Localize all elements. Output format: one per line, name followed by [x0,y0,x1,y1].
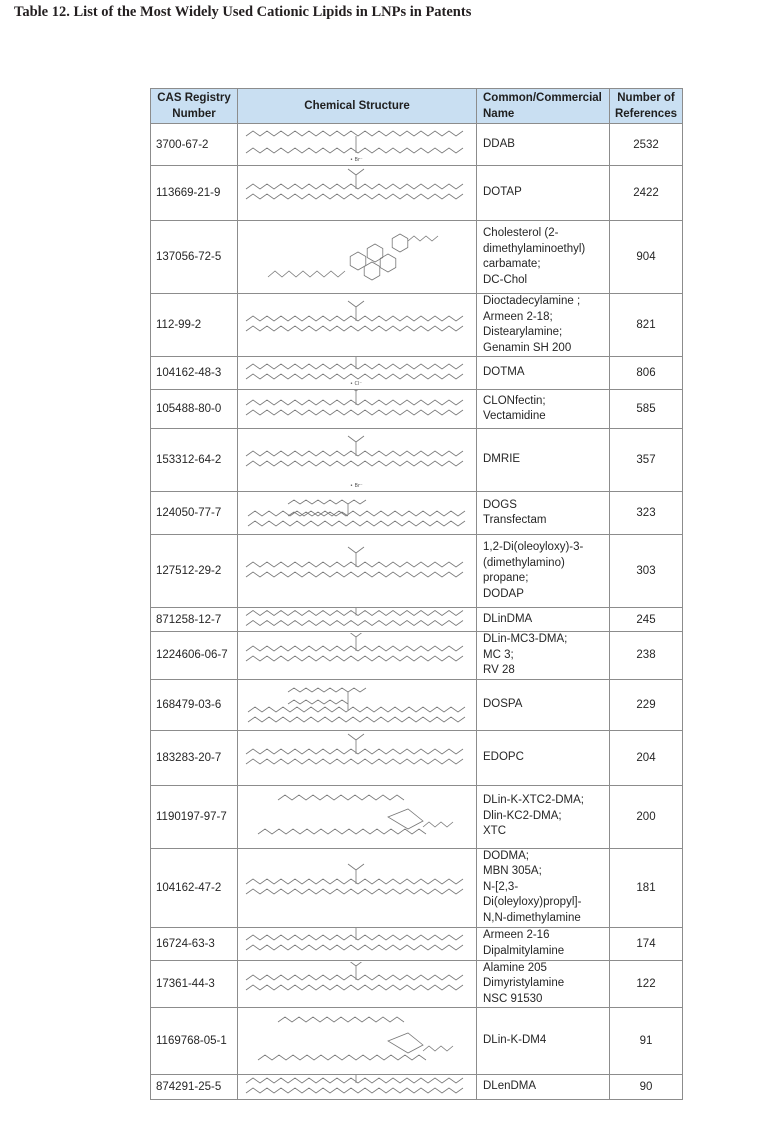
name-line: DLin-MC3-DMA; [483,633,568,645]
name-line: DLinDMA [483,612,533,625]
cas-number: 105488-80-0 [151,390,238,429]
name-line: EDOPC [483,750,524,763]
common-name [477,390,610,429]
cas-number: 1190197-97-7 [151,785,238,848]
structure-drawing [238,535,476,607]
structure-drawing [238,429,476,491]
name-line: DDAB [483,137,515,150]
cationic-lipids-table [150,88,683,1100]
name-line: MC 3; [483,648,514,661]
chemical-structure [238,429,477,492]
cas-number: 124050-77-7 [151,492,238,535]
table-row [151,390,683,429]
table-row [151,492,683,535]
header-row [151,89,683,124]
name-line: XTC [483,825,506,838]
structure-drawing [238,221,476,293]
name-line: Armeen 2-18; [483,310,553,323]
table-row [151,927,683,960]
chemical-structure [238,608,477,632]
header-refs: Number of References [610,89,683,124]
common-name [477,608,610,632]
chemical-structure [238,679,477,730]
structure-drawing [238,390,476,428]
name-line: Alamine 205 [483,961,547,974]
table-row [151,848,683,927]
name-line: DOTAP [483,186,522,199]
table-row [151,535,683,608]
cas-number: 112-99-2 [151,294,238,357]
table-row [151,632,683,680]
name-line: Di(oleyloxy)propyl]- [483,896,582,909]
chemical-structure [238,927,477,960]
reference-count: 2422 [610,166,683,221]
reference-count: 806 [610,357,683,390]
cas-number: 104162-47-2 [151,848,238,927]
name-line: Vectamidine [483,410,546,422]
table-row [151,730,683,785]
chemical-structure [238,221,477,294]
cas-number: 183283-20-7 [151,730,238,785]
cas-number: 871258-12-7 [151,608,238,632]
common-name [477,535,610,608]
name-line: N,N-dimethylamine [483,911,581,924]
counter-ion-label: • Cl⁻ [350,381,363,387]
name-line: (dimethylamino) [483,556,565,569]
chemical-structure [238,535,477,608]
reference-count: 904 [610,221,683,294]
chemical-structure [238,785,477,848]
table-row [151,960,683,1008]
structure-drawing [238,357,476,389]
reference-count: 90 [610,1075,683,1100]
common-name [477,357,610,390]
cas-number: 1169768-05-1 [151,1008,238,1075]
cas-number: 168479-03-6 [151,679,238,730]
common-name [477,221,610,294]
chemical-structure [238,492,477,535]
reference-count: 245 [610,608,683,632]
reference-count: 91 [610,1008,683,1075]
table-row [151,221,683,294]
table-row [151,357,683,390]
name-line: DLin-K-DM4 [483,1034,547,1047]
common-name [477,1075,610,1100]
reference-count: 2532 [610,124,683,166]
chemical-structure [238,357,477,390]
name-line: Genamin SH 200 [483,341,572,354]
common-name [477,848,610,927]
table-body [151,124,683,1100]
name-line: DLenDMA [483,1080,537,1093]
structure-drawing [238,680,476,730]
name-line: Dipalmitylamine [483,944,565,957]
reference-count: 303 [610,535,683,608]
table-row [151,608,683,632]
name-line: RV 28 [483,664,515,676]
structure-drawing [238,928,476,960]
name-line: carbamate; [483,258,541,270]
name-line: NSC 91530 [483,992,543,1005]
common-name [477,679,610,730]
reference-count: 585 [610,390,683,429]
name-line: Cholesterol (2- [483,227,559,239]
name-line: DMRIE [483,453,521,466]
chemical-structure [238,294,477,357]
chemical-structure [238,730,477,785]
structure-drawing [238,608,476,631]
common-name [477,429,610,492]
reference-count: 122 [610,960,683,1008]
structure-drawing [238,1075,476,1099]
name-line: MBN 305A; [483,865,542,878]
cas-number: 104162-48-3 [151,357,238,390]
reference-count: 238 [610,632,683,680]
name-line: Dlin-KC2-DMA; [483,809,562,822]
name-line: DOSPA [483,697,523,710]
reference-count: 357 [610,429,683,492]
reference-count: 204 [610,730,683,785]
table-row [151,429,683,492]
table-row [151,785,683,848]
chemical-structure [238,390,477,429]
common-name [477,927,610,960]
common-name [477,1008,610,1075]
common-name [477,785,610,848]
name-line: DC-Chol [483,273,528,286]
chemical-structure [238,124,477,166]
name-line: DODMA; [483,849,529,862]
name-line: DOGS [483,498,517,511]
chemical-structure [238,960,477,1008]
cas-number: 1224606-06-7 [151,632,238,680]
name-line: propane; [483,572,529,584]
page-title: Table 12. List of the Most Widely Used Cationic Lipids in LNPs in Patents [14,4,472,20]
name-line: N-[2,3- [483,880,519,893]
name-line: Distearylamine; [483,326,563,338]
name-line: Armeen 2-16 [483,929,550,941]
cas-number: 153312-64-2 [151,429,238,492]
structure-drawing [238,1008,476,1074]
reference-count: 174 [610,927,683,960]
counter-ion-label: • Br⁻ [350,157,363,163]
cas-number: 137056-72-5 [151,221,238,294]
structure-drawing [238,633,476,677]
reference-count: 181 [610,848,683,927]
structure-drawing [238,492,476,534]
table-row [151,294,683,357]
name-line: Dimyristylamine [483,977,565,989]
name-line: dimethylaminoethyl) [483,242,586,255]
header-name: Common/Commercial Name [477,89,610,124]
reference-count: 323 [610,492,683,535]
header-cas: CAS Registry Number [151,89,238,124]
name-line: DOTMA [483,366,525,379]
name-line: DLin-K-XTC2-DMA; [483,794,584,807]
structure-drawing [238,786,476,848]
table-row [151,166,683,221]
common-name [477,632,610,680]
common-name [477,124,610,166]
reference-count: 821 [610,294,683,357]
name-line: Dioctadecylamine ; [483,295,581,307]
common-name [477,166,610,221]
structure-drawing [238,849,476,927]
structure-drawing [238,166,476,220]
chemical-structure [238,632,477,680]
name-line: Transfectam [483,514,547,526]
table-row [151,1008,683,1075]
header-structure: Chemical Structure [238,89,477,124]
table-row [151,1075,683,1100]
common-name [477,294,610,357]
common-name [477,492,610,535]
table-row [151,124,683,166]
cas-number: 3700-67-2 [151,124,238,166]
table-row [151,679,683,730]
reference-count: 229 [610,679,683,730]
cas-number: 113669-21-9 [151,166,238,221]
chemical-structure [238,166,477,221]
cas-number: 874291-25-5 [151,1075,238,1100]
cas-number: 16724-63-3 [151,927,238,960]
common-name [477,960,610,1008]
common-name [477,730,610,785]
cas-number: 127512-29-2 [151,535,238,608]
counter-ion-label: • Br⁻ [350,483,363,489]
reference-count: 200 [610,785,683,848]
chemical-structure [238,1008,477,1075]
structure-drawing [238,294,476,356]
cas-number: 17361-44-3 [151,960,238,1008]
structure-drawing [238,124,476,165]
chemical-structure [238,1075,477,1100]
name-line: CLONfectin; [483,394,546,407]
chemical-structure [238,848,477,927]
structure-drawing [238,962,476,1006]
name-line: 1,2-Di(oleoyloxy)-3- [483,541,584,553]
name-line: DODAP [483,587,524,600]
structure-drawing [238,731,476,785]
